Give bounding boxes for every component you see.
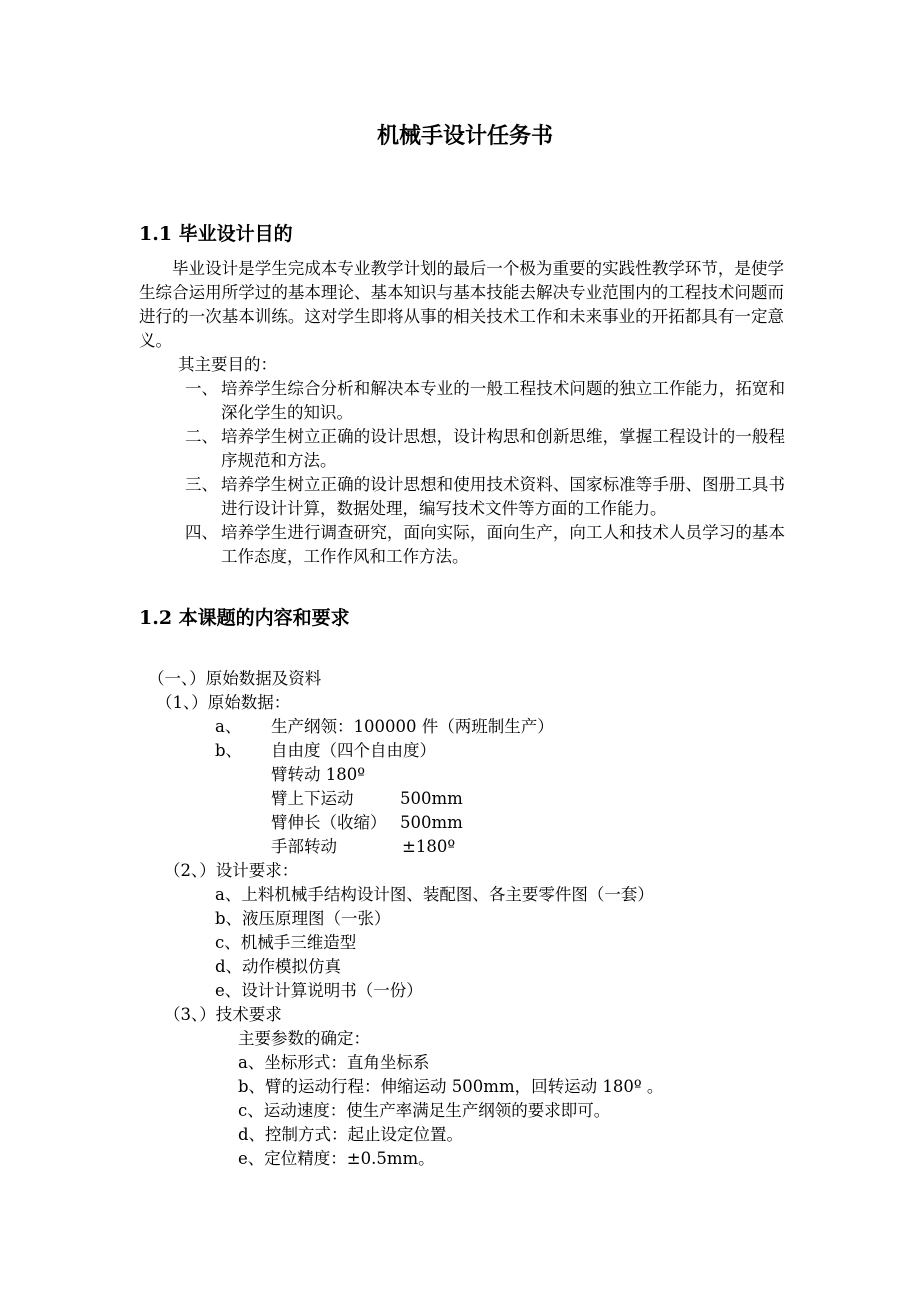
goal-number: 二、 (185, 427, 218, 446)
goal-number: 四、 (185, 523, 218, 542)
dof-name: 臂上下运动 (271, 789, 354, 808)
raw-data-heading: （1、）原始数据： (156, 693, 291, 712)
dof-name: 臂伸长（收缩） (271, 813, 387, 832)
param-item: a、坐标形式：直角坐标系 (238, 1053, 430, 1072)
param-item: d、控制方式：起止设定位置。 (238, 1125, 464, 1144)
design-req-item: d、动作模拟仿真 (215, 957, 342, 976)
goal-text: 培养学生树立正确的设计思想，设计构思和创新思维，掌握工程设计的一般程序规范和方法。 (221, 427, 785, 470)
section-1-paragraph: 毕业设计是学生完成本专业教学计划的最后一个极为重要的实践性教学环节，是使学生综合运用所学过的基本理论、基本知识与基本技能去解决专业范围内的工程技术问题而进行的一次基本训练。这对学生即将从事的相关技术工作和未来事业的开拓都具有一定意义。 (139, 259, 784, 350)
params-intro: 主要参数的确定： (238, 1029, 370, 1048)
dof-value: ±180º (402, 837, 456, 856)
param-item: e、定位精度：±0.5mm。 (238, 1149, 435, 1168)
dof-name: 臂转动 180º (271, 765, 365, 784)
item-a-text: 生产纲领：100000 件（两班制生产） (271, 717, 554, 736)
goal-item (185, 473, 785, 521)
goal-item (185, 425, 785, 473)
design-req-item: a、上料机械手结构设计图、装配图、各主要零件图（一套） (215, 885, 654, 904)
design-req-item: c、机械手三维造型 (215, 933, 357, 952)
goal-item (185, 521, 785, 569)
item-b-label: b、 (215, 741, 243, 760)
goal-text: 培养学生树立正确的设计思想和使用技术资料、国家标准等手册、图册工具书进行设计计算，数据处理，编写技术文件等方面的工作能力。 (221, 475, 785, 518)
goals-intro: 其主要目的： (178, 355, 277, 374)
document-title: 机械手设计任务书 (376, 123, 553, 149)
item-b-text: 自由度（四个自由度） (271, 741, 436, 760)
design-req-heading: （2、）设计要求： (164, 861, 299, 880)
dof-value: 500mm (400, 789, 463, 808)
goal-number: 三、 (185, 475, 218, 494)
goal-number: 一、 (185, 379, 218, 398)
part-one-heading: （一、）原始数据及资料 (148, 669, 322, 688)
section-2-heading: 1.2 本课题的内容和要求 (139, 607, 350, 629)
dof-name: 手部转动 (271, 837, 337, 856)
goal-text: 培养学生进行调查研究，面向实际，面向生产，向工人和技术人员学习的基本工作态度，工作作风和工作方法。 (221, 523, 785, 566)
item-a-label: a、 (215, 717, 242, 736)
design-req-item: e、设计计算说明书（一份） (215, 981, 423, 1000)
tech-req-heading: （3、）技术要求 (164, 1005, 282, 1024)
param-item: b、臂的运动行程：伸缩运动 500mm，回转运动 180º 。 (238, 1077, 664, 1096)
goal-text: 培养学生综合分析和解决本专业的一般工程技术问题的独立工作能力，拓宽和深化学生的知识。 (221, 379, 785, 422)
goal-item (185, 377, 785, 425)
design-req-item: b、液压原理图（一张） (215, 909, 391, 928)
section-1-heading: 1.1 毕业设计目的 (139, 223, 293, 245)
dof-value: 500mm (400, 813, 463, 832)
param-item: c、运动速度：使生产率满足生产纲领的要求即可。 (238, 1101, 611, 1120)
